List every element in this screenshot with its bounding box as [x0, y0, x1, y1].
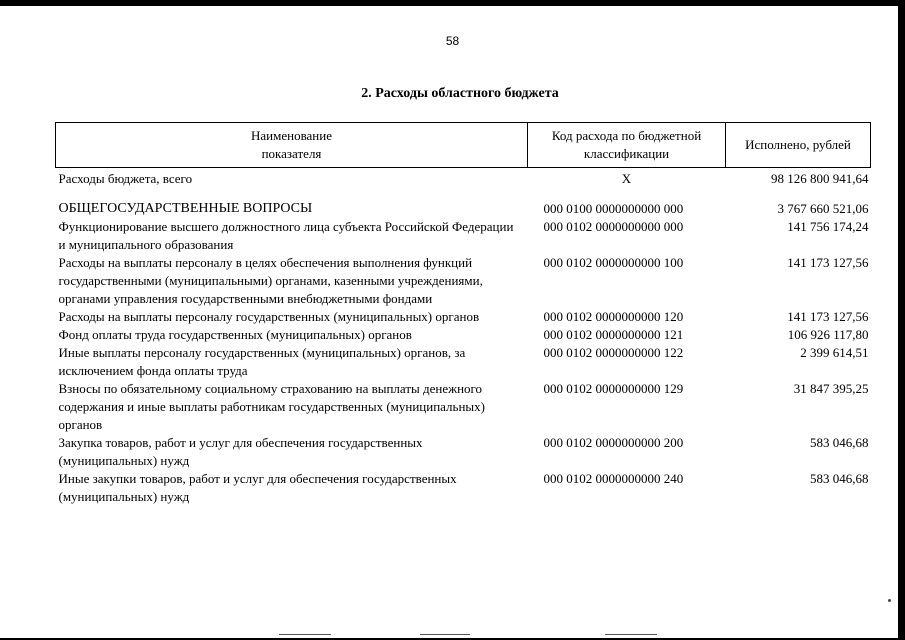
row-name: Закупка товаров, работ и услуг для обеспечения государственных (муниципальных) нужд — [58, 435, 423, 468]
scan-top-border — [0, 0, 905, 6]
row-sum: 3 767 660 521,06 — [777, 201, 869, 216]
row-code: 000 0102 0000000000 000 — [543, 219, 684, 234]
row-name: Расходы на выплаты персоналу государственных (муниципальных) органов — [58, 309, 480, 324]
row-sum: 106 926 117,80 — [787, 327, 869, 342]
row-sum: 141 756 174,24 — [787, 219, 869, 234]
table-row — [56, 380, 871, 434]
row-code: 000 0100 0000000000 000 — [543, 201, 684, 216]
row-code: 000 0102 0000000000 122 — [543, 345, 684, 360]
row-sum: 31 847 395,25 — [793, 381, 869, 396]
header-name — [56, 123, 528, 168]
page-number: 58 — [445, 34, 460, 48]
table-header-row — [56, 123, 871, 168]
row-name: Иные закупки товаров, работ и услуг для обеспечения государственных (муниципальных) нужд — [58, 471, 457, 504]
table-row — [56, 470, 871, 506]
row-code: 000 0102 0000000000 240 — [543, 471, 684, 486]
scan-artifact — [888, 599, 891, 602]
section-title: 2. Расходы областного бюджета — [361, 86, 559, 101]
row-sum: 583 046,68 — [810, 435, 869, 450]
table-row — [56, 308, 871, 326]
row-sum: 583 046,68 — [810, 471, 869, 486]
header-code-line1: Код расхода по бюджетной — [551, 128, 702, 143]
row-code: 000 0102 0000000000 100 — [543, 255, 684, 270]
row-sum: 2 399 614,51 — [800, 345, 869, 360]
header-sum: Исполнено, рублей — [726, 123, 871, 168]
row-code: X — [621, 171, 632, 186]
row-sum: 141 173 127,56 — [787, 309, 869, 324]
expenses-table — [55, 122, 871, 506]
row-sum: 141 173 127,56 — [787, 255, 869, 270]
row-code: 000 0102 0000000000 121 — [543, 327, 684, 342]
table-row — [56, 326, 871, 344]
row-name: Иные выплаты персоналу государственных (муниципальных) органов, за исключением фонда оплаты труда — [58, 345, 466, 378]
header-code — [528, 123, 726, 168]
row-name: Взносы по обязательному социальному страхованию на выплаты денежного содержания и иные выплаты работникам государственных (муниципальных) органов — [58, 381, 485, 432]
scan-artifact — [279, 634, 331, 635]
table-row — [56, 218, 871, 254]
scan-artifact — [605, 634, 657, 635]
header-name-line2: показателя — [261, 146, 322, 161]
table-row — [56, 168, 871, 189]
header-code-line2: классификации — [583, 146, 670, 161]
row-name: Функционирование высшего должностного лица субъекта Российской Федерации и муниципального образования — [58, 219, 514, 252]
table-row — [56, 188, 871, 218]
row-name: Фонд оплаты труда государственных (муниципальных) органов — [58, 327, 412, 342]
header-name-line1: Наименование — [251, 128, 332, 143]
table-row — [56, 434, 871, 470]
row-code: 000 0102 0000000000 120 — [543, 309, 684, 324]
table-row — [56, 344, 871, 380]
row-name: ОБЩЕГОСУДАРСТВЕННЫЕ ВОПРОСЫ — [58, 201, 313, 216]
row-name: Расходы бюджета, всего — [58, 171, 193, 186]
table-row — [56, 254, 871, 308]
row-code: 000 0102 0000000000 129 — [543, 381, 684, 396]
row-code: 000 0102 0000000000 200 — [543, 435, 684, 450]
scan-artifact — [420, 634, 470, 635]
row-sum: 98 126 800 941,64 — [771, 171, 869, 186]
row-name: Расходы на выплаты персоналу в целях обеспечения выполнения функций государственными (муниципальными) органами, казенными учреждениями, органами управления государственными внебюджетными фондами — [58, 255, 483, 306]
